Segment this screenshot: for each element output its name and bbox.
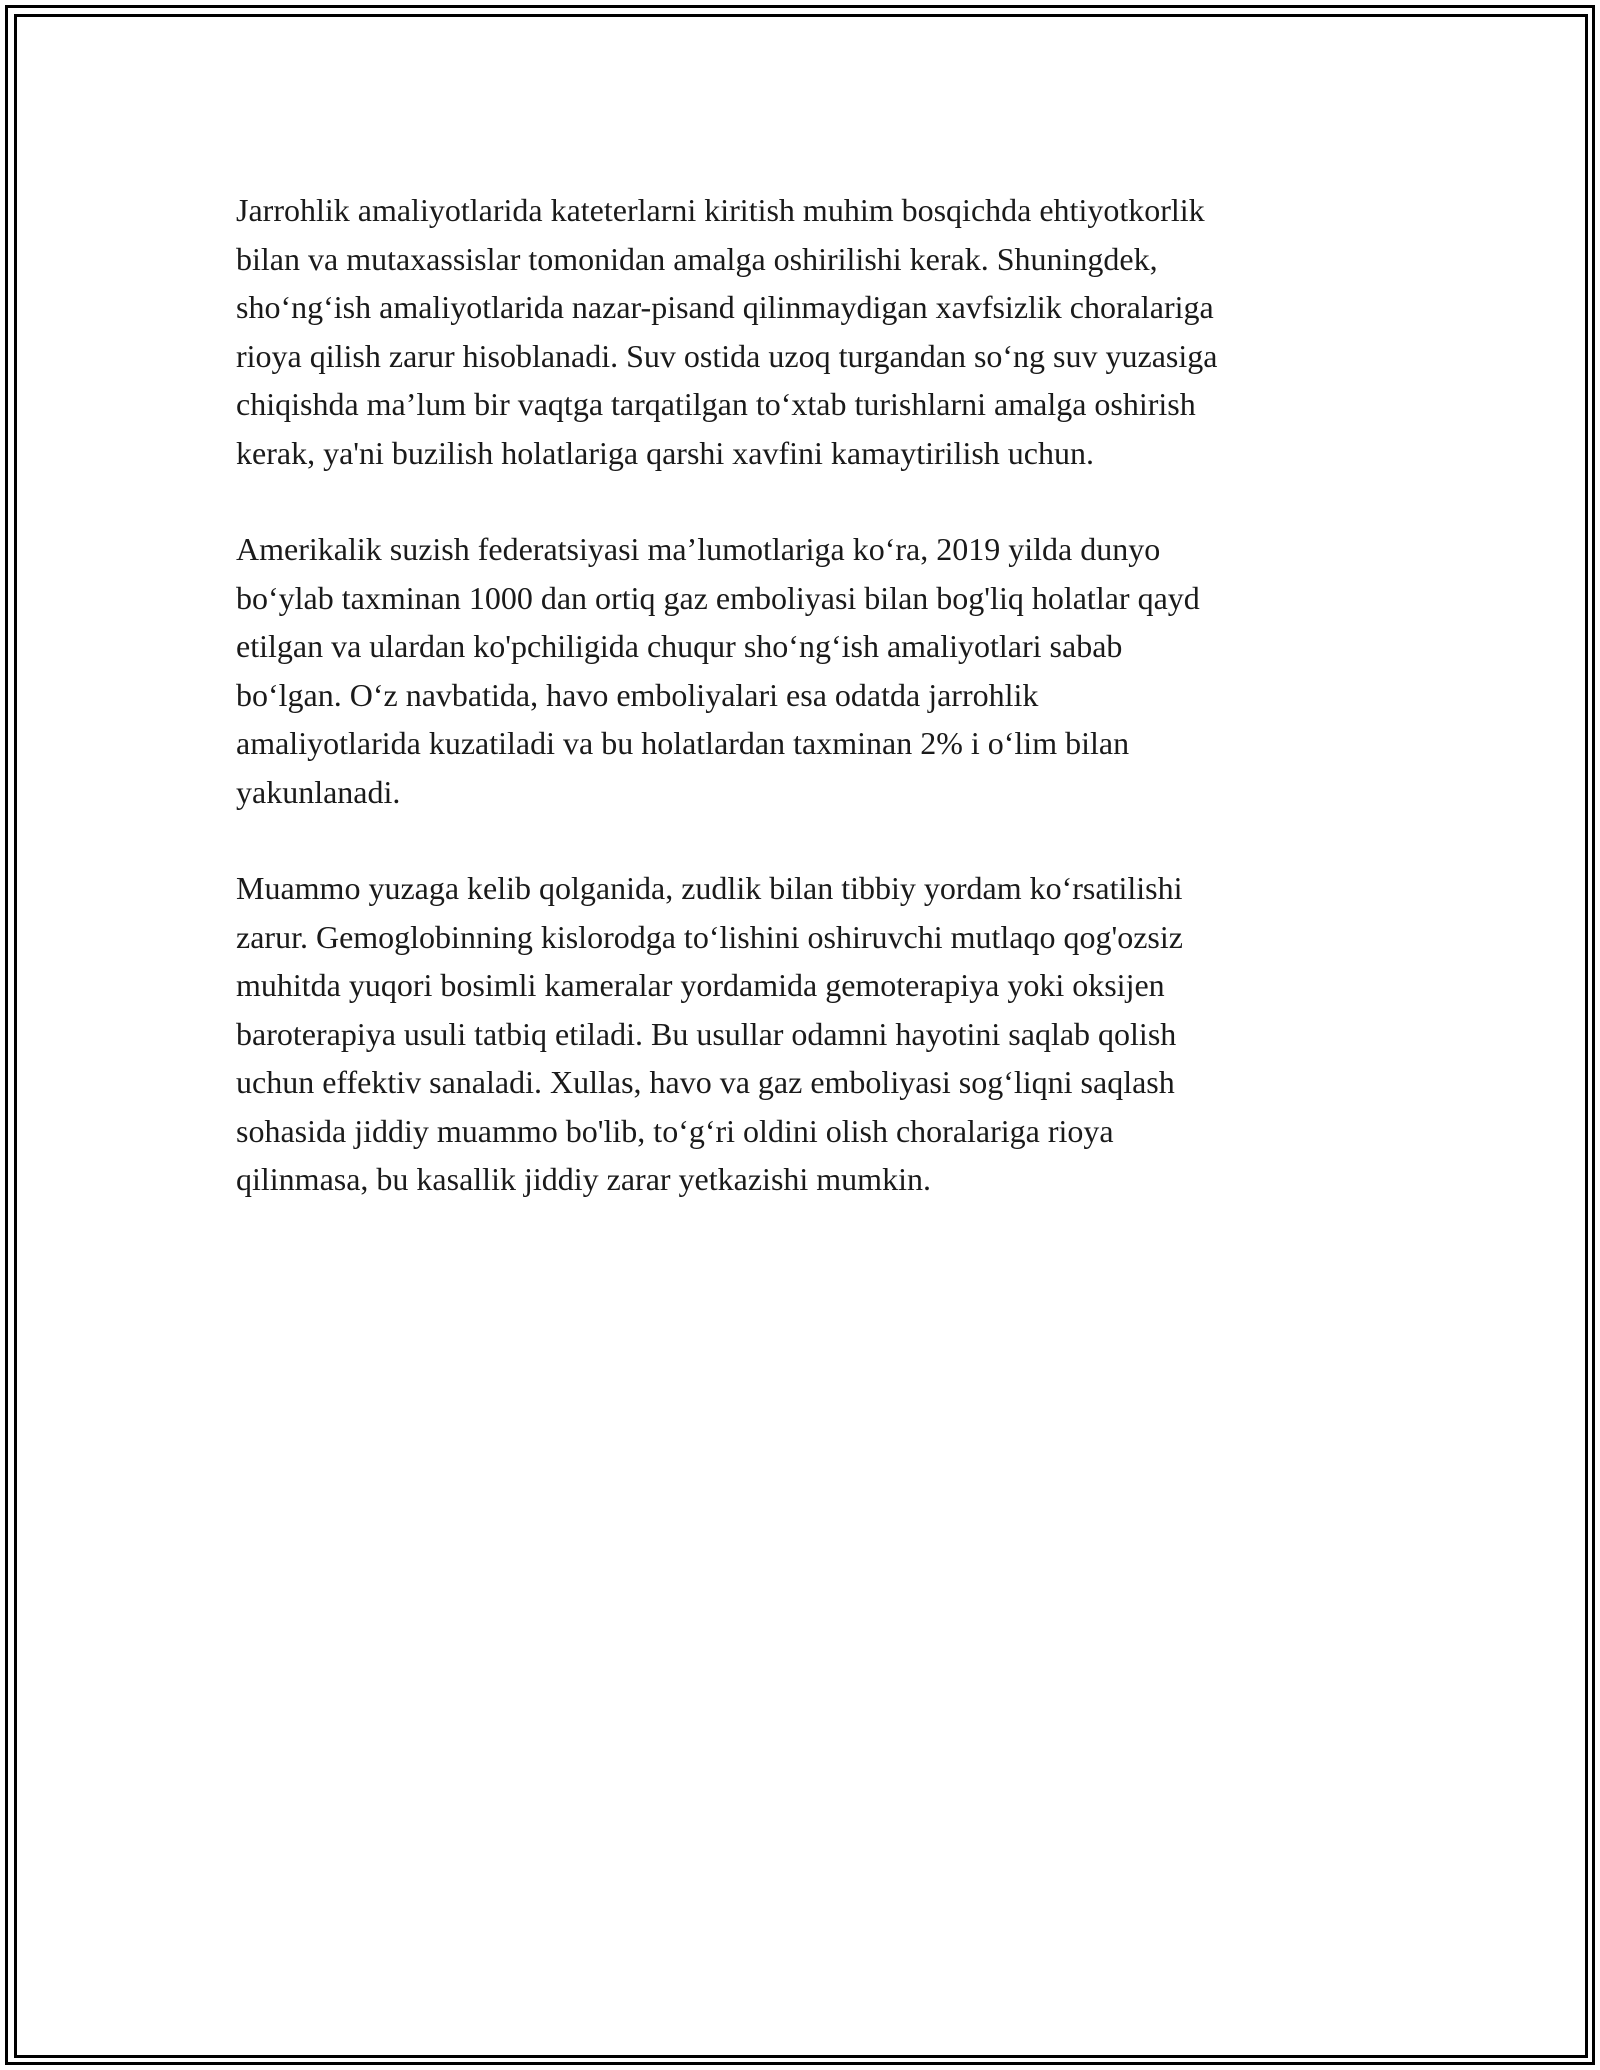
text-line: bo‘ylab taxminan 1000 dan ortiq gaz emboliyasi bilan bog'liq holatlar qayd [236,579,1200,616]
text-line: sohasida jiddiy muammo bo'lib, to‘g‘ri oldini olish choralariga rioya [236,1112,1114,1149]
text-line: Amerikalik suzish federatsiyasi ma’lumotlariga ko‘ra, 2019 yilda dunyo [236,531,1161,567]
text-line: Muammo yuzaga kelib qolganida, zudlik bilan tibbiy yordam ko‘rsatilishi [236,870,1183,906]
paragraph-1 [236,186,1366,477]
text-line: yakunlanadi. [236,773,401,810]
text-line: qilinmasa, bu kasallik jiddiy zarar yetkazishi mumkin. [236,1161,931,1197]
document-body [236,186,1366,1252]
text-line: bilan va mutaxassislar tomonidan amalga oshirilishi kerak. Shuningdek, [236,240,1158,277]
text-line: bo‘lgan. O‘z navbatida, havo emboliyalari esa odatda jarrohlik [236,676,1039,713]
text-line: sho‘ng‘ish amaliyotlarida nazar-pisand qilinmaydigan xavfsizlik choralariga [236,289,1214,325]
text-line: etilgan va ulardan ko'pchiligida chuqur sho‘ng‘ish amaliyotlari sabab [236,628,1123,664]
text-line: baroterapiya usuli tatbiq etiladi. Bu usullar odamni hayotini saqlab qolish [236,1015,1177,1052]
text-line: chiqishda ma’lum bir vaqtga tarqatilgan to‘xtab turishlarni amalga oshirish [236,386,1196,422]
text-line: muhitda yuqori bosimli kameralar yordamida gemoterapiya yoki oksijen [236,967,1165,1003]
text-line: Jarrohlik amaliyotlarida kateterlarni kiritish muhim bosqichda ehtiyotkorlik [236,192,1205,228]
text-line: rioya qilish zarur hisoblanadi. Suv ostida uzoq turgandan so‘ng suv yuzasiga [236,337,1218,374]
paragraph-2 [236,525,1366,816]
text-line: zarur. Gemoglobinning kislorodga to‘lishini oshiruvchi mutlaqo qog'ozsiz [236,918,1183,955]
text-line: kerak, ya'ni buzilish holatlariga qarshi xavfini kamaytirilish uchun. [236,434,1094,471]
paragraph-3 [236,864,1366,1204]
text-line: uchun effektiv sanaladi. Xullas, havo va gaz emboliyasi sog‘liqni saqlash [236,1064,1175,1100]
text-line: amaliyotlarida kuzatiladi va bu holatlardan taxminan 2% i o‘lim bilan [236,725,1130,761]
